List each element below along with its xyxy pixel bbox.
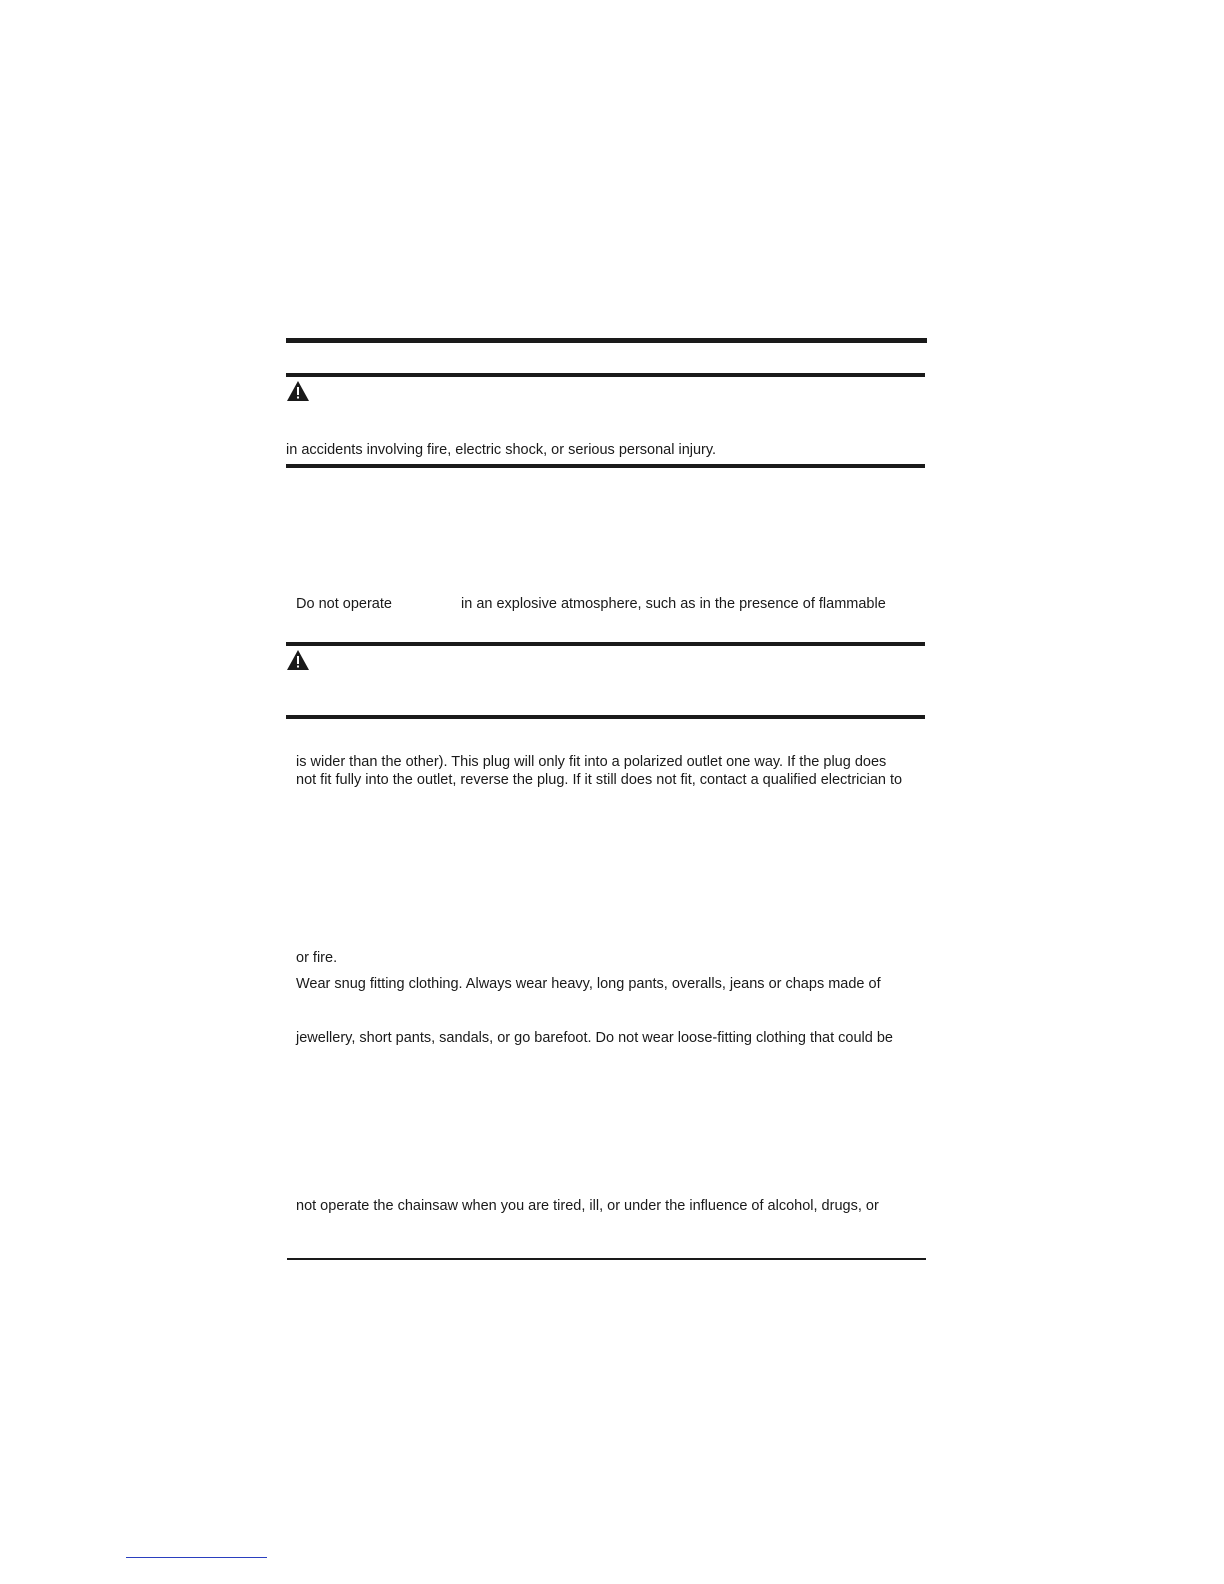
warning-box-1-top-rule (286, 373, 925, 377)
electrical-line-1: is wider than the other). This plug will only fit into a polarized outlet one way. If the plug does (296, 754, 887, 770)
work-area-line-1a: Do not operate (296, 596, 392, 612)
personal-line-4: not operate the chainsaw when you are tired, ill, or under the influence of alcohol, drugs, or (296, 1198, 879, 1214)
personal-line-1: or fire. (296, 950, 338, 966)
work-area-line-1b: in an explosive atmosphere, such as in the presence of flammable (461, 596, 886, 612)
warning-box-2-top-rule (286, 642, 925, 646)
section-top-rule (286, 338, 927, 343)
warning-triangle-icon (286, 649, 310, 671)
warning-box-1-bottom-rule (286, 464, 925, 468)
warning-triangle-icon (286, 380, 310, 402)
electrical-line-2: not fit fully into the outlet, reverse the plug. If it still does not fit, contact a qualified electrician to (296, 772, 903, 788)
warning-box-2-bottom-rule (286, 715, 925, 719)
warning-box-1-text: in accidents involving fire, electric shock, or serious personal injury. (286, 442, 717, 458)
section-bottom-rule (287, 1258, 926, 1260)
personal-line-3: jewellery, short pants, sandals, or go barefoot. Do not wear loose-fitting clothing that could be (296, 1030, 893, 1046)
footer-link-underline[interactable] (126, 1557, 267, 1558)
personal-line-2: Wear snug fitting clothing. Always wear heavy, long pants, overalls, jeans or chaps made of (296, 976, 881, 992)
